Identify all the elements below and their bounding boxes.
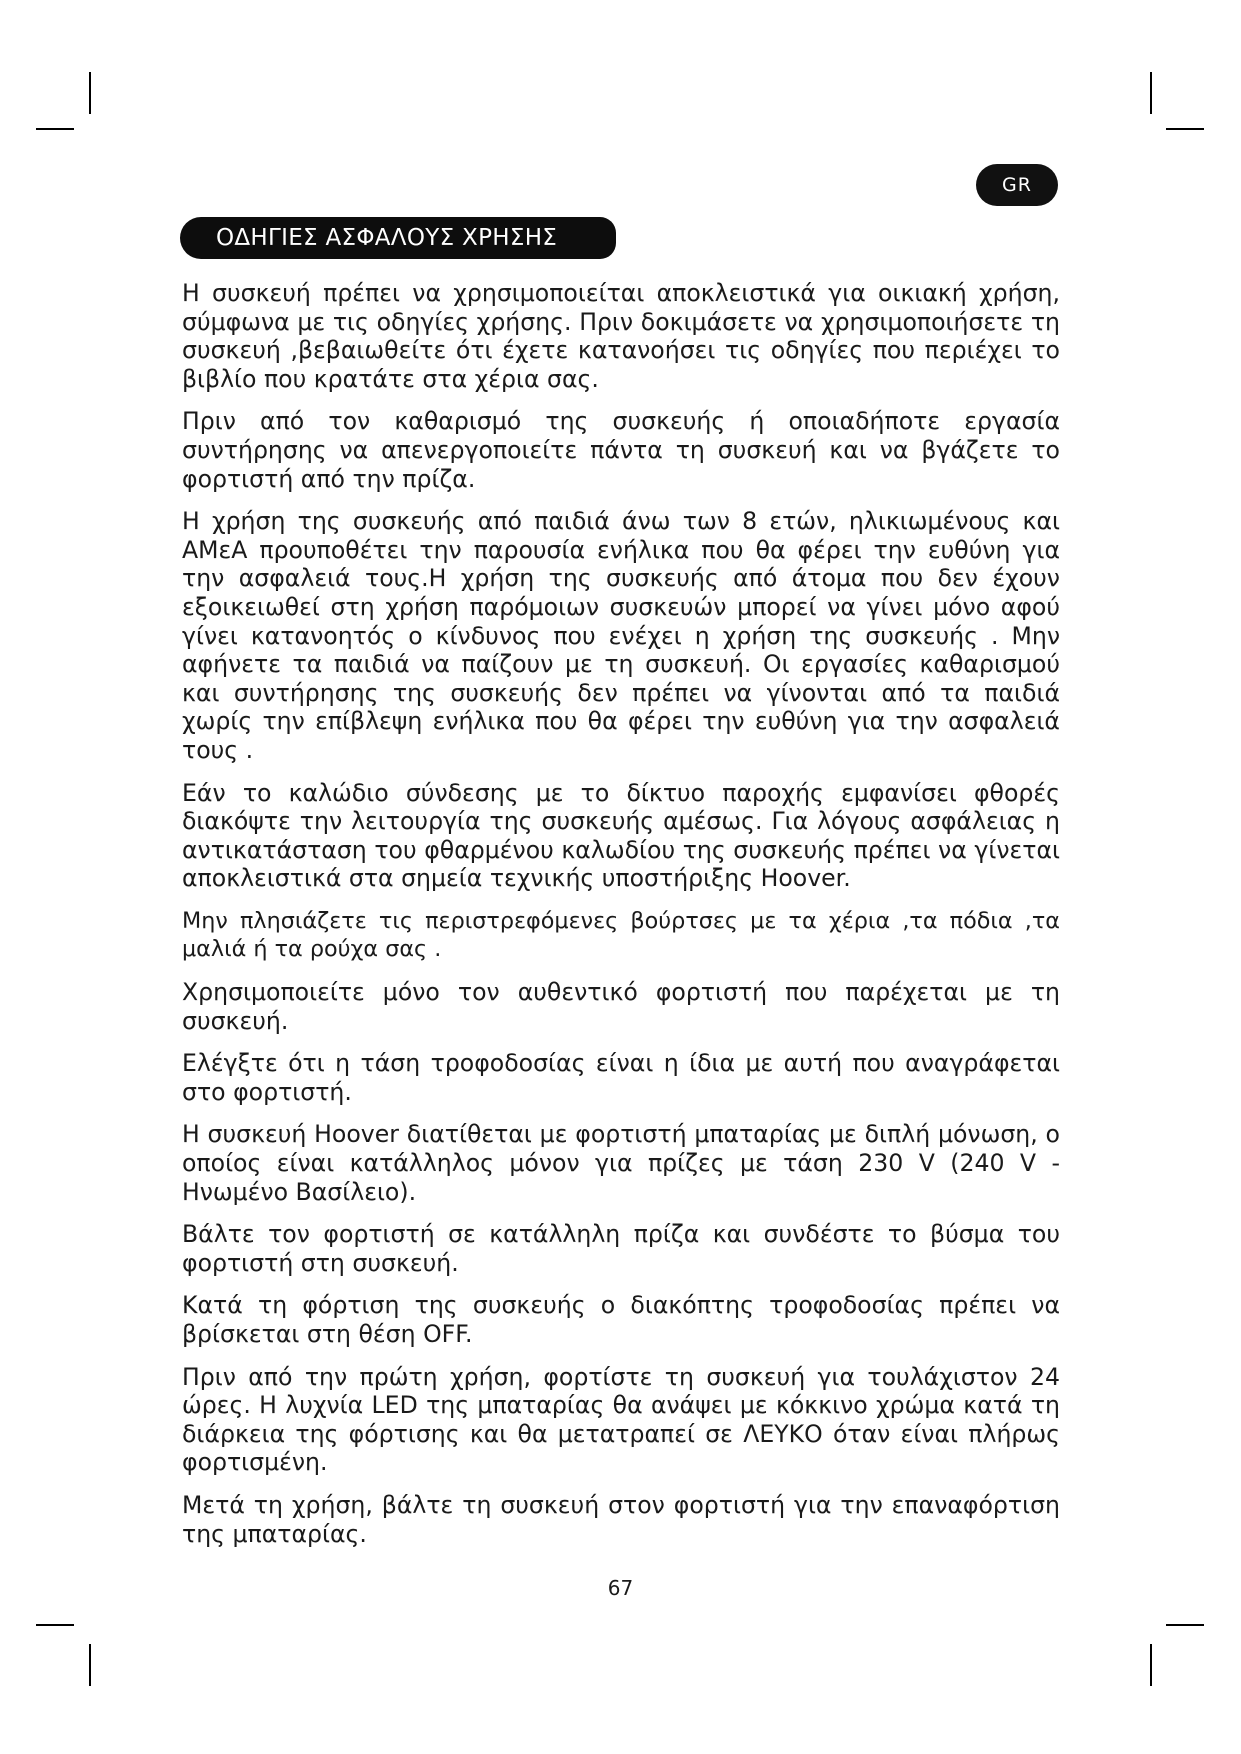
- page-number: 67: [607, 1576, 634, 1600]
- crop-mark-bottom-left-horizontal: [36, 1624, 74, 1626]
- paragraph-cleaning-maintenance: Πριν από τον καθαρισμό της συσκευής ή οποιαδήποτε εργασία συντήρησης να απενεργοποιείτε πάντα τη συσκευή και να βγάζετε το φορτιστή από την πρίζα.: [182, 407, 1060, 493]
- crop-mark-bottom-left-vertical: [89, 1644, 91, 1686]
- crop-mark-bottom-right-vertical: [1150, 1644, 1152, 1686]
- paragraph-children-use: Η χρήση της συσκευής από παιδιά άνω των 8 ετών, ηλικιωμένους και ΑΜεΑ προυποθέτει την παρουσία ενήλικα που θα φέρει την ευθύνη για την ασφαλειά τους.Η χρήση της συσκευής από άτομα που δεν έχουν εξοικειωθεί στη χρήση παρόμοιων συσκευών μπορεί να γίνει μόνο αφού γίνει κατανοητός ο κίνδυνος που ενέχει η χρήση της συσκευής . Μην αφήνετε τα παιδιά να παίζουν με τη συσκευή. Οι εργασίες καθαρισμού και συντήρησης της συσκευής δεν πρέπει να γίνονται από τα παιδιά χωρίς την επίβλεψη ενήλικα που θα φέρει την ευθύνη για την ασφαλειά τους .: [182, 507, 1060, 764]
- paragraph-recharge-after-use: Μετά τη χρήση, βάλτε τη συσκευή στον φορτιστή για την επαναφόρτιση της μπαταρίας.: [182, 1490, 1060, 1548]
- paragraph-first-charge: Πριν από την πρώτη χρήση, φορτίστε τη συσκευή για τουλάχιστον 24 ώρες. Η λυχνία LED της μπαταρίας θα ανάψει με κόκκινο χρώμα κατά τη διάρκεια της φόρτισης και θα μετατραπεί σε ΛΕΥΚΟ όταν είναι πλήρως φορτισμένη.: [182, 1362, 1060, 1477]
- safety-instructions-body: [182, 279, 1060, 1562]
- crop-mark-top-right-horizontal: [1166, 128, 1204, 130]
- paragraph-plug-charger: Βάλτε τον φορτιστή σε κατάλληλη πρίζα και συνδέστε το βύσμα του φορτιστή στη συσκευή.: [182, 1220, 1060, 1277]
- crop-mark-top-right-vertical: [1150, 72, 1152, 114]
- crop-mark-top-left-vertical: [89, 72, 91, 114]
- paragraph-double-insulation: Η συσκευή Hoover διατίθεται με φορτιστή μπαταρίας με διπλή μόνωση, ο οποίος είναι κατάλληλος μόνον για πρίζες με τάση 230 V (240 V - Ηνωμένο Βασίλειο).: [182, 1120, 1060, 1206]
- paragraph-voltage-check: Ελέγξτε ότι η τάση τροφοδοσίας είναι η ίδια με αυτή που αναγράφεται στο φορτιστή.: [182, 1049, 1060, 1106]
- paragraph-switch-off: Κατά τη φόρτιση της συσκευής ο διακόπτης τροφοδοσίας πρέπει να βρίσκεται στη θέση OFF.: [182, 1291, 1060, 1348]
- crop-mark-top-left-horizontal: [36, 128, 74, 130]
- paragraph-original-charger: Χρησιμοποιείτε μόνο τον αυθεντικό φορτιστή που παρέχεται με τη συσκευή.: [182, 978, 1060, 1035]
- paragraph-rotating-brushes: Μην πλησιάζετε τις περιστρεφόμενες βούρτσες με τα χέρια ,τα πόδια ,τα μαλιά ή τα ρούχα σας .: [182, 907, 1060, 963]
- section-title: ΟΔΗΓΙΕΣ ΑΣΦΑΛΟΥΣ ΧΡΗΣΗΣ: [180, 217, 616, 259]
- language-badge: GR: [976, 164, 1058, 206]
- crop-mark-bottom-right-horizontal: [1166, 1624, 1204, 1626]
- paragraph-damaged-cable: Εάν το καλώδιο σύνδεσης με το δίκτυο παροχής εμφανίσει φθορές διακόψτε την λειτουργία της συσκευής αμέσως. Για λόγους ασφάλειας η αντικατάσταση του φθαρμένου καλωδίου της συσκευής πρέπει να γίνεται αποκλειστικά στα σημεία τεχνικής υποστήριξης Hoover.: [182, 778, 1060, 893]
- paragraph-household-use: Η συσκευή πρέπει να χρησιμοποιείται αποκλειστικά για οικιακή χρήση, σύμφωνα με τις οδηγίες χρήσης. Πριν δοκιμάσετε να χρησιμοποιήσετε τη συσκευή ,βεβαιωθείτε ότι έχετε κατανοήσει τις οδηγίες που περιέχει το βιβλίο που κρατάτε στα χέρια σας.: [182, 279, 1060, 393]
